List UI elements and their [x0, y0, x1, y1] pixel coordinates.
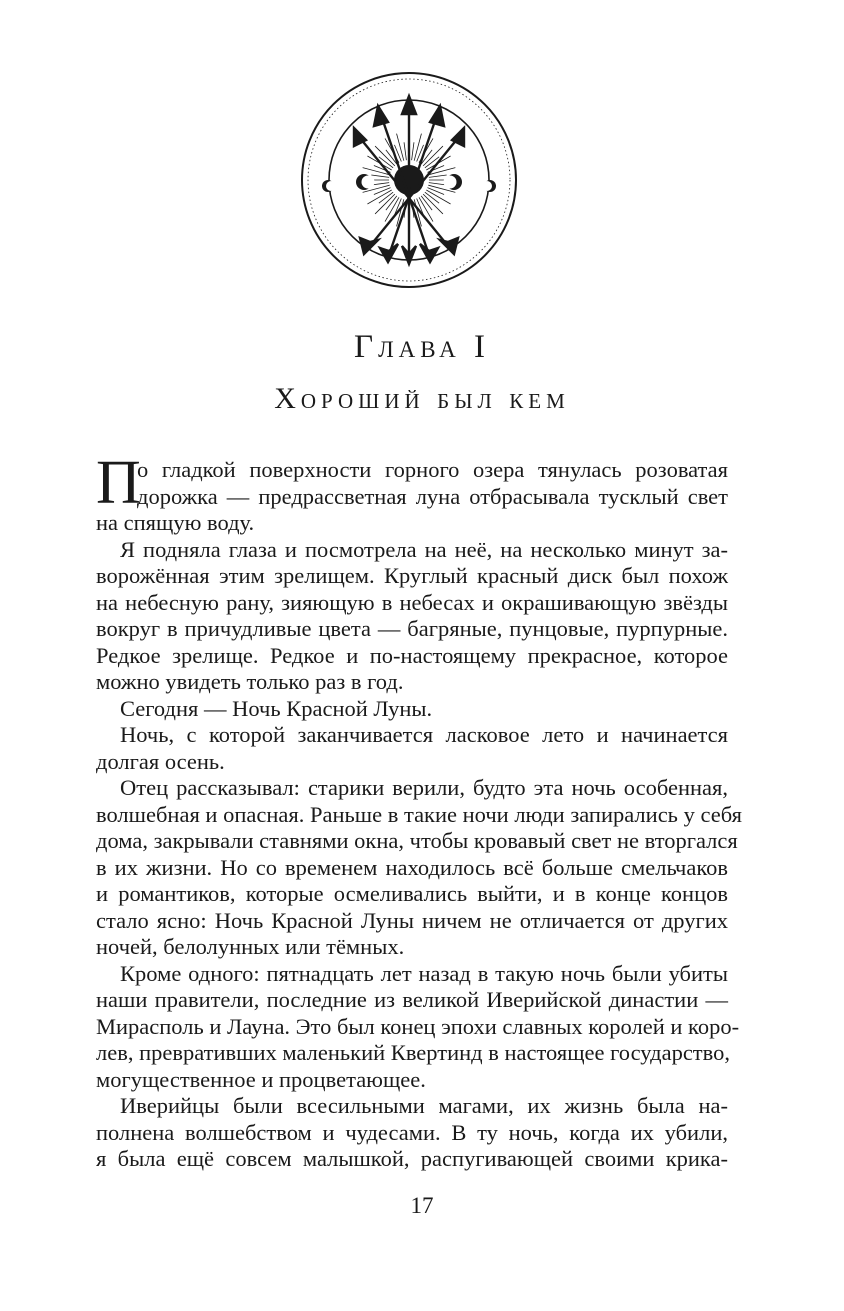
sun-ray: [412, 142, 414, 160]
text-line: в их жизни. Но со временем находилось всё больше смельчаков: [96, 854, 728, 880]
text-line: на небесную рану, зияющую в небесах и окрашивающую звёзды: [96, 589, 728, 615]
text-line: могущественное и процветающее.: [96, 1066, 426, 1092]
sun-ray: [371, 175, 389, 177]
sun-ray: [429, 175, 447, 177]
text-line: наши правители, последние из великой Иверийской династии —: [96, 987, 728, 1012]
text-line: ночей, белолунных или тёмных.: [96, 934, 405, 959]
text-line: о гладкой поверхности горного озера тянулась розоватая: [137, 457, 728, 482]
sun-ray: [423, 194, 443, 214]
text-line: стало ясно: Ночь Красной Луны ничем не отличается от других: [96, 907, 728, 933]
text-line: на спящую воду.: [96, 510, 255, 535]
text-line: Я подняла глаза и посмотрела на неё, на несколько минут за-: [120, 536, 728, 562]
sun-ray: [404, 142, 406, 160]
text-line: полнена волшебством и чудесами. В ту ночь, когда их убили,: [96, 1119, 728, 1145]
text-line: Ночь, с которой заканчивается ласковое лето и начинается: [120, 722, 728, 747]
sun-ray: [414, 134, 421, 161]
text-line: долгая осень.: [96, 748, 225, 774]
sun-ray: [397, 134, 404, 161]
text-line: Иверийцы были всесильными магами, их жизнь была на-: [120, 1093, 728, 1118]
sun-ray: [375, 194, 395, 214]
text-line: Кроме одного: пятнадцать лет назад в такую ночь были убиты: [120, 960, 728, 986]
text-line: вокруг в причудливые цвета — багряные, пунцовые, пурпурные.: [96, 616, 728, 641]
text-line: дома, закрывали ставнями окна, чтобы кровавый свет не вторгался: [96, 828, 738, 853]
text-line: волшебная и опасная. Раньше в такие ночи люди запирались у себя: [96, 801, 742, 827]
text-line: Отец рассказывал: старики верили, будто эта ночь особенная,: [120, 775, 728, 800]
chapter-text: [96, 449, 742, 1173]
page-number: 17: [410, 1193, 434, 1218]
text-line: ворожённая этим зрелищем. Круглый красный диск был похож: [96, 563, 728, 588]
text-line: Сегодня — Ночь Красной Луны.: [120, 695, 433, 721]
text-line: дорожка — предрассветная луна отбрасывала тусклый свет: [137, 483, 728, 509]
drop-cap: П: [96, 449, 141, 517]
text-line: можно увидеть только раз в год.: [96, 669, 404, 694]
chapter-title: Хороший был кем: [274, 382, 570, 415]
text-line: лев, превративших маленький Квертинд в настоящее государство,: [96, 1040, 730, 1065]
text-line: я была ещё совсем малышкой, распугивающей своими крика-: [96, 1146, 728, 1171]
text-line: Мирасполь и Лауна. Это был конец эпохи славных королей и коро-: [96, 1013, 740, 1039]
text-line: Редкое зрелище. Редкое и по-настоящему прекрасное, которое: [96, 642, 728, 668]
arrows-sun-moons-emblem-icon: [298, 68, 520, 298]
chapter-label: Глава I: [353, 329, 491, 365]
text-line: и романтиков, которые осмеливались выйти, и в конце концов: [96, 881, 728, 906]
